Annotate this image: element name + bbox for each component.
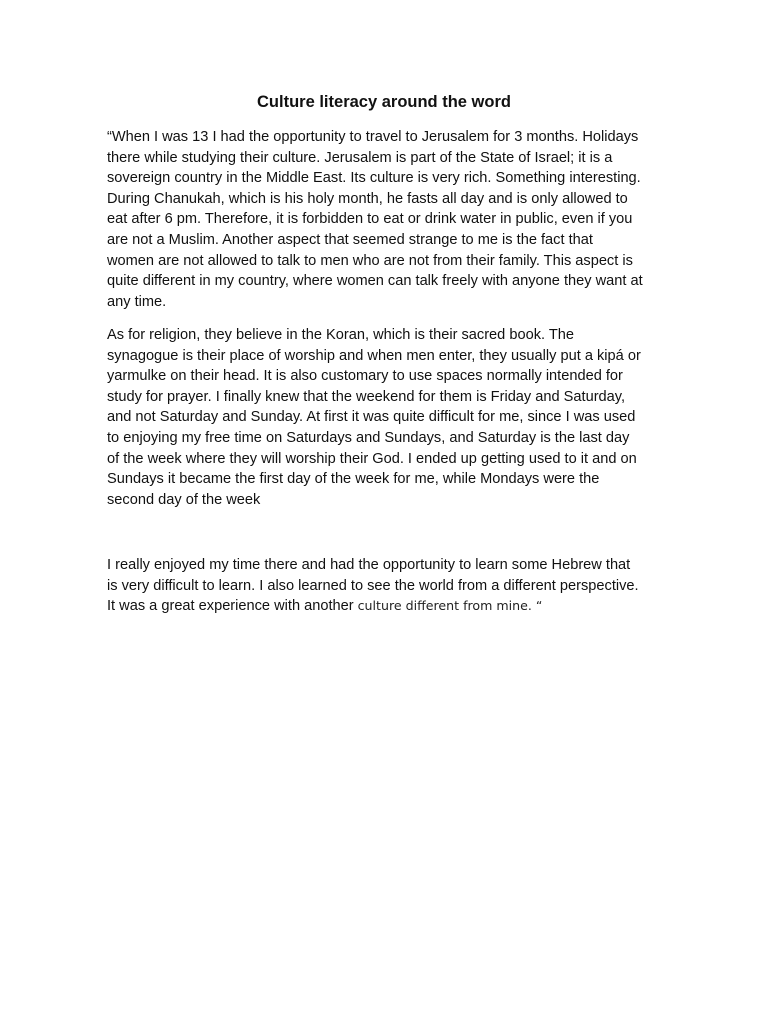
paragraph-1-line: quite different in my country, where women can talk freely with anyone they want at xyxy=(107,273,643,290)
paragraph-1-line: any time. xyxy=(107,293,167,310)
paragraph-2-line: As for religion, they believe in the Koran, which is their sacred book. The xyxy=(107,327,574,343)
paragraph-1-line: sovereign country in the Middle East. Its culture is very rich. Something interesting. xyxy=(107,170,641,187)
paragraph-1-line: During Chanukah, which is his holy month, he fasts all day and is only allowed to xyxy=(107,190,628,207)
paragraph-3 xyxy=(107,555,667,617)
paragraph-3-line: I really enjoyed my time there and had the opportunity to learn some Hebrew that xyxy=(107,557,631,573)
document-title: Culture literacy around the word xyxy=(257,93,511,111)
paragraph-3-last-line xyxy=(107,596,667,617)
paragraph-2-line: of the week where they will worship their God. I ended up getting used to it and on xyxy=(107,450,637,467)
paragraph-2-line: study for prayer. I finally knew that the weekend for them is Friday and Saturday, xyxy=(107,388,626,405)
paragraph-2-line: and not Saturday and Sunday. At first it was quite difficult for me, since I was used xyxy=(107,409,636,426)
paragraph-2-line: synagogue is their place of worship and when men enter, they usually put a kipá or xyxy=(107,347,641,364)
paragraph-1-line: there while studying their culture. Jerusalem is part of the State of Israel; it is a xyxy=(107,149,613,166)
paragraph-2-line: Sundays it became the first day of the week for me, while Mondays were the xyxy=(107,471,600,488)
paragraph-2-line: yarmulke on their head. It is also customary to use spaces normally intended for xyxy=(107,368,623,385)
paragraph-2-line: to enjoying my free time on Saturdays and Sundays, and Saturday is the last day xyxy=(107,429,630,446)
paragraph-1-line: eat after 6 pm. Therefore, it is forbidden to eat or drink water in public, even if you xyxy=(107,211,633,228)
paragraph-2 xyxy=(107,325,667,510)
paragraph-1-line: “When I was 13 I had the opportunity to travel to Jerusalem for 3 months. Holidays xyxy=(107,129,639,145)
paragraph-3-last-line-start: It was a great experience with another xyxy=(107,598,354,615)
paragraph-1 xyxy=(107,127,667,312)
paragraph-2-line: second day of the week xyxy=(107,491,261,508)
paragraph-1-line: are not a Muslim. Another aspect that seemed strange to me is the fact that xyxy=(107,231,593,248)
paragraph-1-line: women are not allowed to talk to men who are not from their family. This aspect is xyxy=(107,252,633,269)
paragraph-3-last-line-end: culture different from mine. “ xyxy=(353,598,543,614)
paragraph-3-line: is very difficult to learn. I also learned to see the world from a different perspective. xyxy=(107,577,639,594)
